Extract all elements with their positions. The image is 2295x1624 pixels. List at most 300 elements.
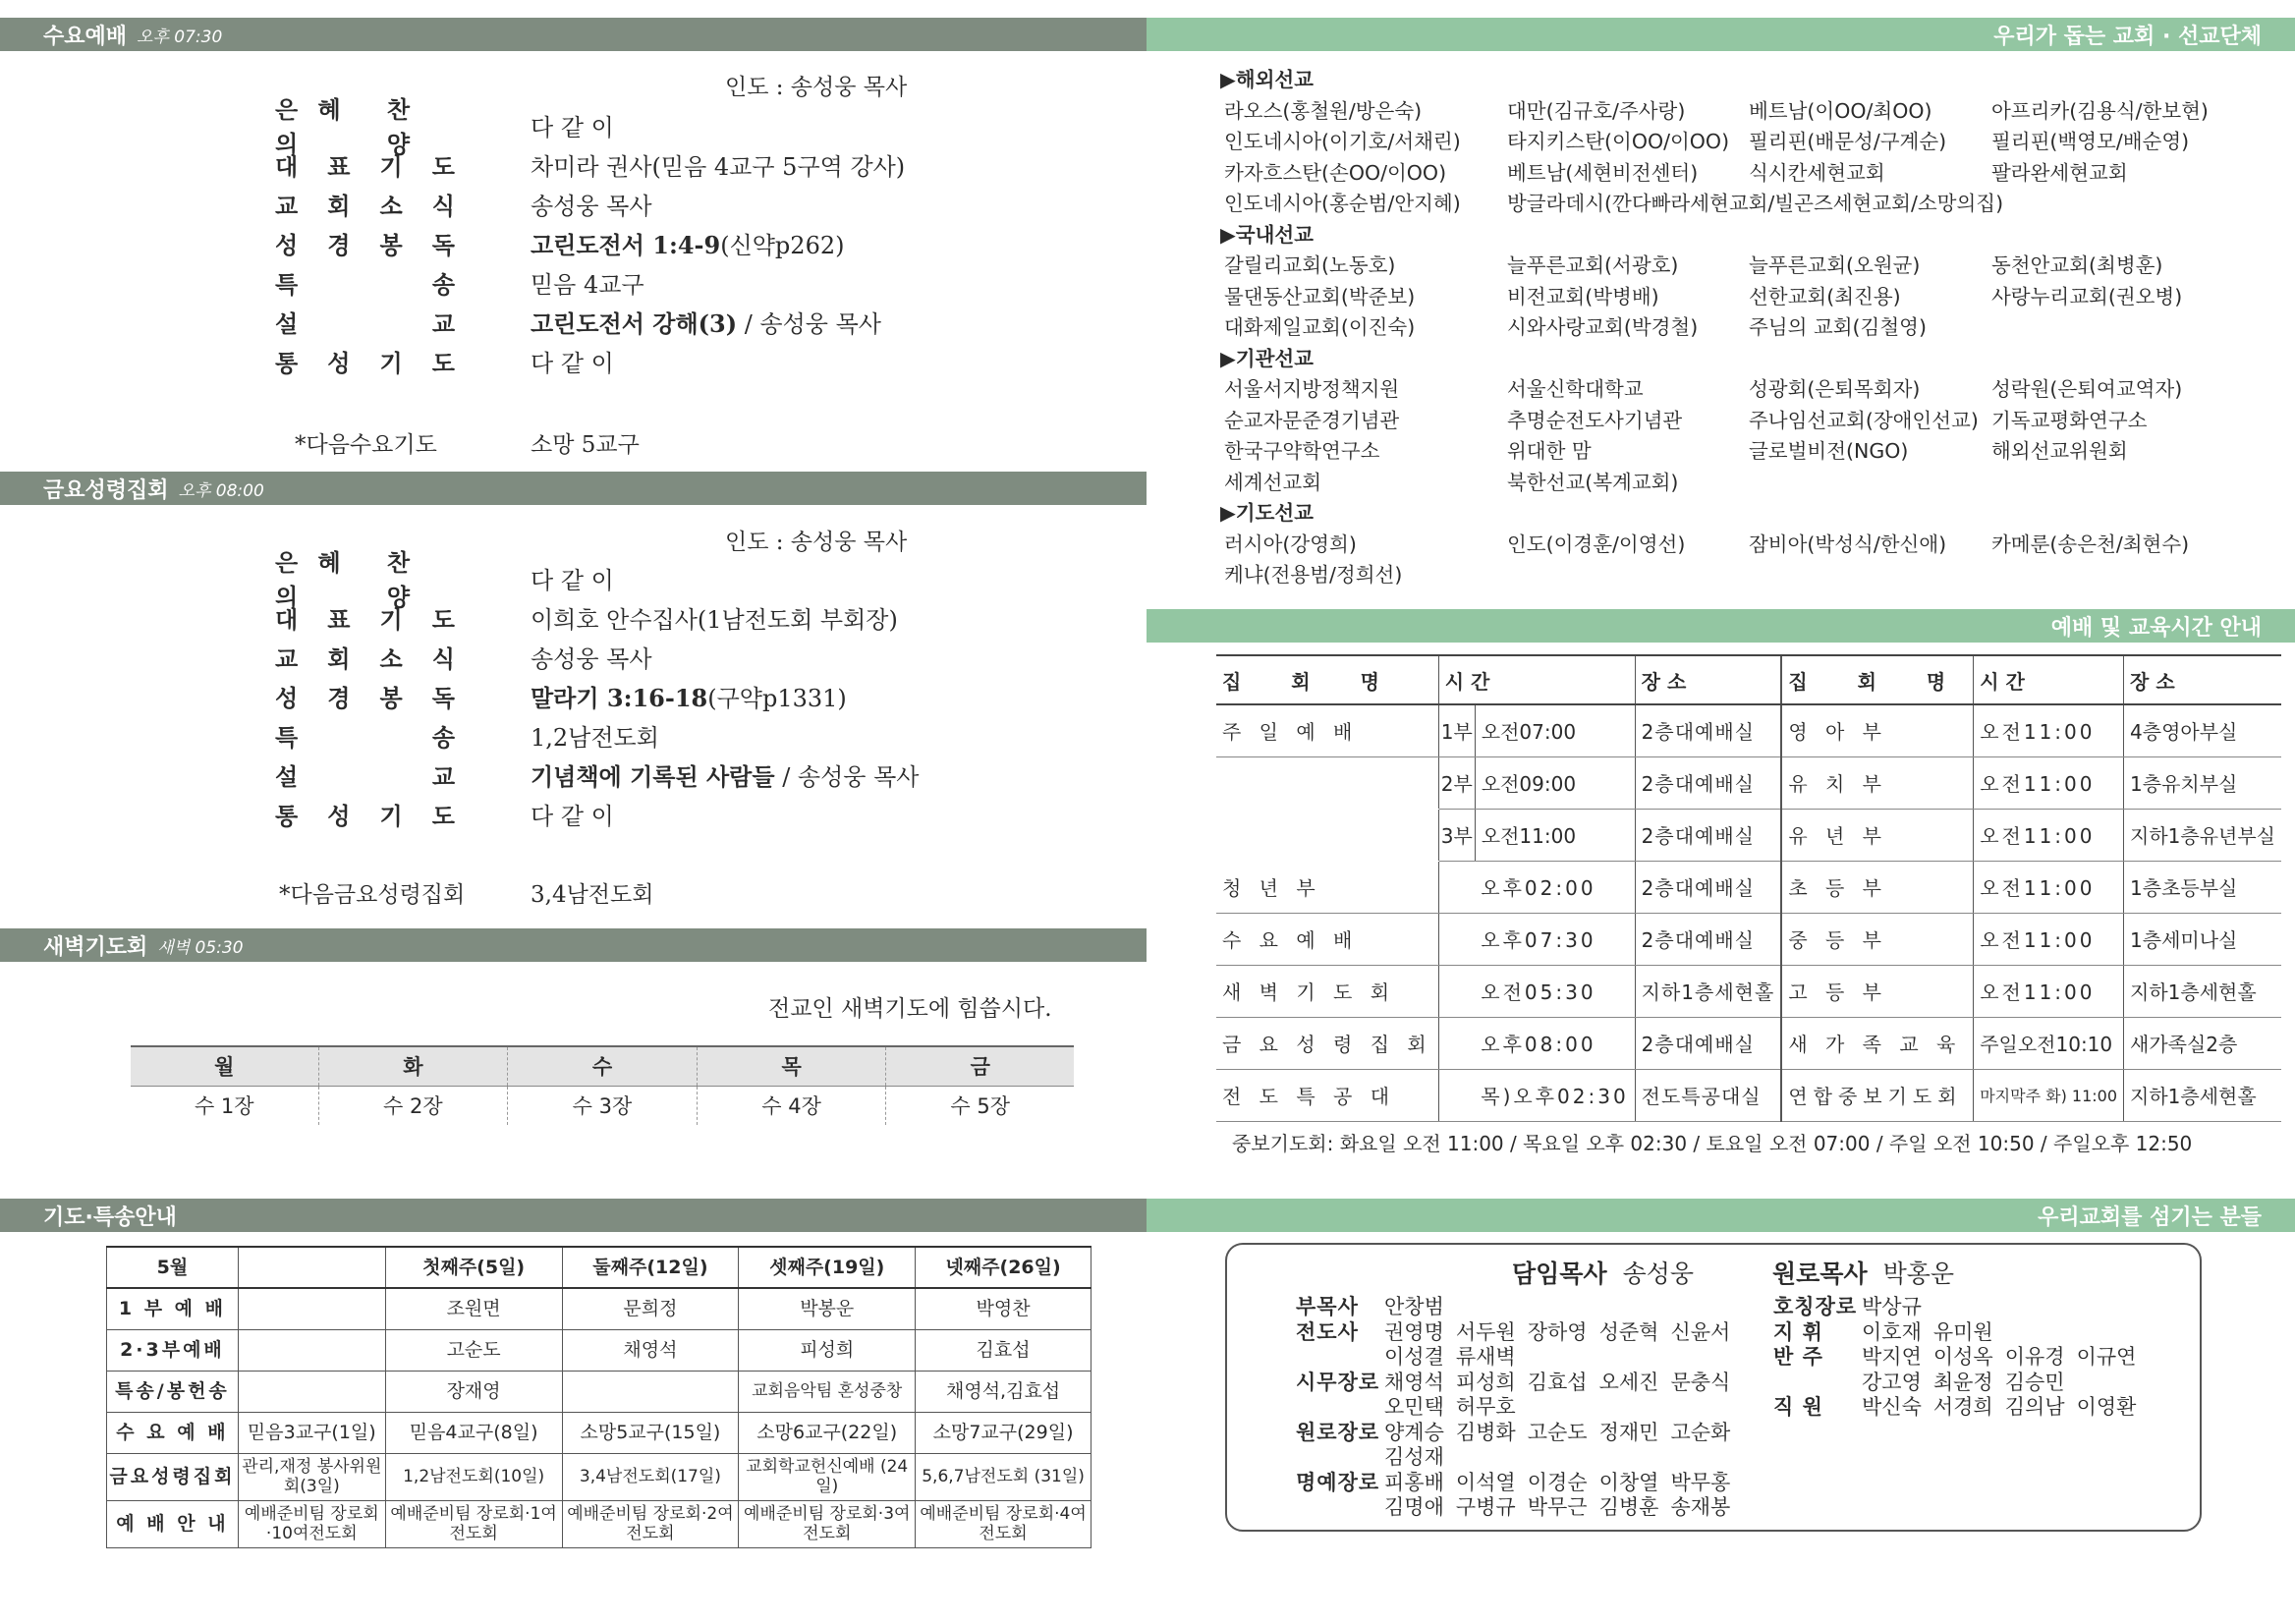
mission-item: 시와사랑교회(박경철) (1507, 315, 1699, 339)
mission-item: 식시칸세현교회 (1749, 160, 1885, 185)
service-value-extra: / 송성웅 목사 (737, 309, 881, 338)
mission-item: 해외선교위원회 (1991, 439, 2128, 463)
staff-name: 오세진 (1598, 1370, 1659, 1394)
service-value (531, 305, 963, 339)
staff-name: 박무근 (1527, 1495, 1588, 1519)
schedule-cell: 오전11:00 (1974, 756, 2124, 809)
service-value (531, 147, 963, 182)
schedule-header-cell: 집 회 명 (1781, 655, 1973, 704)
mission-item: 아프리카(김용식/한보현) (1991, 98, 2209, 123)
service-value (531, 344, 963, 378)
schedule-cell: 새 벽 기 도 회 (1216, 965, 1438, 1017)
service-value-main: 이희호 안수집사(1남전도회 부회장) (531, 605, 898, 634)
special-header-cell: 첫째주(5일) (385, 1247, 562, 1288)
special-header-cell: 둘째주(12일) (562, 1247, 739, 1288)
service-row (275, 262, 963, 302)
schedule-header-cell: 집 회 명 (1216, 655, 1438, 704)
staff-name: 정재민 (1598, 1420, 1659, 1444)
staff-name: 송재봉 (1670, 1495, 1731, 1519)
special-header-cell (238, 1247, 385, 1288)
staff-name: 서두원 (1455, 1319, 1516, 1344)
service-row (275, 95, 963, 158)
service-value-main: 1,2남전도회 (531, 723, 659, 752)
staff-name: 권영명 (1384, 1319, 1444, 1344)
section-time: 오후 07:30 (137, 27, 223, 47)
section-bar-special (0, 1199, 1147, 1232)
special-cell: 채영석,김효섭 (916, 1371, 1092, 1412)
service-row (275, 144, 963, 184)
service-label: 대 표 기 도 (275, 604, 457, 634)
special-cell: 박봉운 (739, 1288, 916, 1329)
special-row (107, 1288, 1092, 1329)
schedule-cell: 오후02:00 (1475, 861, 1635, 913)
mission-item: 사랑누리교회(권오병) (1991, 284, 2183, 308)
staff-box (1225, 1243, 2202, 1532)
staff-name: 김명애 (1384, 1495, 1444, 1519)
staff-name: 양계승 (1384, 1420, 1444, 1444)
service-value-main: 다 같 이 (531, 566, 614, 594)
mission-item: 한국구약학연구소 (1224, 439, 1380, 463)
service-label: 성 경 봉 독 (275, 230, 457, 259)
mission-item: 카자흐스탄(손OO/이OO) (1224, 160, 1447, 185)
day-header: 수 (508, 1046, 698, 1086)
service-value-main: 차미라 권사(믿음 4교구 5구역 강사) (531, 152, 906, 181)
service-label: 성 경 봉 독 (275, 683, 457, 712)
mission-item: 북한선교(복계교회) (1507, 470, 1679, 494)
mission-category: ▶국내선교 (1220, 222, 1314, 247)
special-row-label: 특송/봉헌송 (107, 1371, 239, 1412)
mission-category: ▶기관선교 (1220, 346, 1314, 370)
special-header-cell: 셋째주(19일) (739, 1247, 916, 1288)
schedule-cell: 새가족실2층 (2124, 1017, 2281, 1069)
mission-item: 글로벌비전(NGO) (1749, 439, 1909, 463)
schedule-cell (1438, 861, 1475, 913)
staff-name: 류새벽 (1455, 1345, 1516, 1369)
schedule-cell: 연합중보기도회 (1781, 1069, 1973, 1121)
intercession-footer: 중보기도회: 화요일 오전 11:00 / 목요일 오후 02:30 / 토요일 오전 07:00 / 주일 오전 10:50 / 주일오후 12:50 (1232, 1132, 2193, 1155)
mission-item: 서울서지방정책지원 (1224, 377, 1400, 401)
staff-name: 이영환 (2076, 1395, 2137, 1419)
staff-name: 김병훈 (1598, 1495, 1659, 1519)
staff-names (1862, 1320, 2005, 1344)
schedule-cell: 목)오후02:30 (1475, 1069, 1635, 1121)
service-value (531, 757, 963, 792)
service-value-main: 송성웅 목사 (531, 192, 652, 220)
staff-role: 전도사 (1296, 1319, 1359, 1344)
special-cell (562, 1371, 739, 1412)
service-label: 교 회 소 식 (275, 644, 457, 673)
special-row (107, 1500, 1092, 1547)
special-cell: 믿음3교구(1일) (238, 1412, 385, 1453)
mission-item: 대만(김규호/주사랑) (1507, 98, 1686, 123)
special-cell: 소망5교구(15일) (562, 1412, 739, 1453)
schedule-cell: 2층대예배실 (1635, 1017, 1781, 1069)
service-label: 특 송 (275, 269, 457, 299)
staff-role: 시무장로 (1296, 1370, 1380, 1394)
special-row (107, 1371, 1092, 1412)
mission-item: 주님의 교회(김철영) (1749, 315, 1927, 339)
schedule-cell: 전 도 특 공 대 (1216, 1069, 1438, 1121)
schedule-cell: 유 년 부 (1781, 809, 1973, 861)
mission-item (1749, 468, 1991, 499)
prayer-special-song-table (106, 1246, 1092, 1548)
service-value (531, 797, 963, 831)
schedule-cell (1216, 756, 1438, 809)
special-header-cell: 넷째주(26일) (916, 1247, 1092, 1288)
day-group: 수 4장 (697, 1086, 886, 1125)
schedule-row (1216, 1017, 2281, 1069)
schedule-cell: 2층대예배실 (1635, 704, 1781, 756)
service-value-main: 다 같 이 (531, 113, 614, 141)
emeritus-pastor-name: 박홍운 (1882, 1260, 1955, 1288)
schedule-cell: 주일오전10:10 (1974, 1017, 2124, 1069)
special-cell (238, 1288, 385, 1329)
special-cell: 소망6교구(22일) (739, 1412, 916, 1453)
schedule-cell: 전도특공대실 (1635, 1069, 1781, 1121)
mission-item: 타지키스탄(이OO/이OO) (1507, 130, 1730, 153)
mission-item: 늘푸른교회(오원균) (1749, 253, 1921, 277)
staff-name: 박무홍 (1670, 1470, 1731, 1494)
special-cell: 예배준비팀 장로회·3여전도회 (739, 1500, 916, 1547)
schedule-cell: 4층영아부실 (2124, 704, 2281, 756)
service-row (275, 755, 963, 794)
staff-names (1384, 1371, 1742, 1394)
mission-item: 선한교회(최진용) (1749, 284, 1901, 308)
special-cell: 예배준비팀 장로회·1여전도회 (385, 1500, 562, 1547)
next-prayer-label: *다음수요기도 (295, 432, 437, 458)
service-value-main: 고린도전서 강해(3) (531, 308, 738, 338)
special-cell (238, 1371, 385, 1412)
special-row-label: 수 요 예 배 (107, 1412, 239, 1453)
staff-names (1384, 1345, 1528, 1369)
staff-names (1384, 1320, 1742, 1344)
schedule-cell (1438, 1069, 1475, 1121)
section-time: 오후 08:00 (178, 480, 264, 501)
mission-item: 순교자문준경기념관 (1224, 408, 1400, 432)
special-cell: 채영석 (562, 1329, 739, 1371)
special-cell: 관리,재정 봉사위원회(3일) (238, 1453, 385, 1500)
staff-names (1384, 1421, 1742, 1444)
staff-name: 김의남 (2004, 1395, 2065, 1419)
staff-name: 김승민 (2004, 1370, 2065, 1394)
mission-item: 인도(이경훈/이영선) (1507, 532, 1686, 556)
schedule-row (1216, 756, 2281, 809)
staff-name: 고순화 (1670, 1420, 1731, 1444)
section-title: 우리교회를 섬기는 분들 (2038, 1204, 2262, 1230)
schedule-header-cell: 시 간 (1438, 655, 1635, 704)
leader-text: 인도 : 송성웅 목사 (725, 75, 908, 100)
staff-name: 이유경 (2004, 1345, 2065, 1369)
schedule-cell: 3부 (1438, 809, 1475, 861)
service-value (531, 640, 963, 674)
leader-text: 인도 : 송성웅 목사 (725, 530, 908, 555)
staff-name: 문충식 (1670, 1370, 1731, 1394)
staff-names (1862, 1295, 1933, 1318)
schedule-row (1216, 965, 2281, 1017)
service-label: 대 표 기 도 (275, 151, 457, 181)
special-cell: 문희정 (562, 1288, 739, 1329)
service-value-main: 다 같 이 (531, 349, 614, 377)
mission-category: ▶해외선교 (1220, 68, 1314, 91)
service-label: 교 회 소 식 (275, 191, 457, 220)
schedule-cell: 오전05:30 (1475, 965, 1635, 1017)
section-time: 새벽 05:30 (157, 937, 244, 958)
staff-name: 피홍배 (1384, 1470, 1444, 1494)
special-cell: 김효섭 (916, 1329, 1092, 1371)
special-cell: 교회학교헌신예배 (24일) (739, 1453, 916, 1500)
mission-item: 동천안교회(최병훈) (1991, 253, 2163, 277)
special-cell: 박영찬 (916, 1288, 1092, 1329)
schedule-cell (1438, 965, 1475, 1017)
staff-role: 지 휘 (1773, 1319, 1823, 1344)
mission-list (1220, 65, 2266, 591)
next-prayer-value: 소망 5교구 (531, 432, 640, 458)
mission-item: 대화제일교회(이진숙) (1224, 315, 1416, 339)
mission-item: 베트남(세현비전센터) (1507, 160, 1699, 185)
special-row-label: 2·3부예배 (107, 1329, 239, 1371)
schedule-cell: 오전11:00 (1974, 704, 2124, 756)
schedule-cell: 마지막주 화) 11:00 (1974, 1069, 2124, 1121)
staff-row (1773, 1391, 2148, 1421)
service-row (275, 637, 963, 676)
special-cell (238, 1329, 385, 1371)
service-label: 통 성 기 도 (275, 801, 457, 830)
schedule-row (1216, 704, 2281, 756)
staff-row (1296, 1491, 1742, 1521)
schedule-cell: 오후07:30 (1475, 913, 1635, 965)
day-group: 수 2장 (318, 1086, 508, 1125)
schedule-cell: 2층대예배실 (1635, 756, 1781, 809)
mission-item: 비전교회(박병배) (1507, 284, 1659, 308)
mission-item: 추명순전도사기념관 (1507, 408, 1683, 432)
special-cell: 예배준비팀 장로회·10여전도회 (238, 1500, 385, 1547)
special-cell: 피성희 (739, 1329, 916, 1371)
staff-name: 이성결 (1384, 1345, 1444, 1369)
mission-item: 카메룬(송은천/최현수) (1991, 532, 2190, 556)
next-friday-value: 3,4남전도회 (531, 882, 654, 908)
schedule-cell: 2층대예배실 (1635, 861, 1781, 913)
schedule-row (1216, 809, 2281, 861)
section-bar-friday (0, 472, 1147, 505)
staff-name: 박신숙 (1862, 1395, 1922, 1419)
special-cell: 고순도 (385, 1329, 562, 1371)
staff-name: 이창열 (1598, 1470, 1659, 1494)
staff-name: 성준혁 (1598, 1319, 1659, 1344)
staff-name: 김효섭 (1527, 1370, 1588, 1394)
mission-item: 서울신학대학교 (1507, 377, 1644, 401)
service-value (531, 600, 963, 635)
staff-name: 강고영 (1862, 1370, 1922, 1394)
schedule-cell: 주 일 예 배 (1216, 704, 1438, 756)
staff-names (1862, 1345, 2148, 1369)
schedule-cell: 1층초등부실 (2124, 861, 2281, 913)
mission-item: 인도네시아(이기호/서채린) (1224, 130, 1461, 153)
schedule-cell: 중 등 부 (1781, 913, 1973, 965)
schedule-cell: 지하1층세현홀 (2124, 1069, 2281, 1121)
schedule-cell: 금 요 성 령 집 회 (1216, 1017, 1438, 1069)
staff-role: 부목사 (1296, 1295, 1359, 1318)
schedule-cell: 청 년 부 (1216, 861, 1438, 913)
schedule-cell: 새 가 족 교 육 (1781, 1017, 1973, 1069)
section-bar-wednesday (0, 18, 1147, 51)
schedule-cell (1216, 809, 1438, 861)
schedule-cell: 오전11:00 (1974, 965, 2124, 1017)
mission-item (1991, 560, 2266, 591)
mission-item: 필리핀(배문성/구계순) (1749, 130, 1947, 153)
section-bar-mission (1147, 18, 2295, 51)
mission-item: 성락원(은퇴여교역자) (1991, 377, 2183, 401)
section-title: 우리가 돕는 교회 · 선교단체 (1993, 24, 2262, 49)
service-value-main: 다 같 이 (531, 802, 614, 830)
staff-name: 박상규 (1862, 1295, 1922, 1318)
schedule-cell (1438, 1017, 1475, 1069)
schedule-cell: 오전11:00 (1974, 861, 2124, 913)
special-cell: 예배준비팀 장로회·2여전도회 (562, 1500, 739, 1547)
staff-name: 안창범 (1384, 1295, 1444, 1318)
schedule-cell: 유 치 부 (1781, 756, 1973, 809)
section-title: 예배 및 교육시간 안내 (2050, 615, 2262, 641)
service-value (531, 108, 963, 142)
mission-item: 라오스(홍철원/방은숙) (1224, 98, 1423, 123)
senior-pastor-label: 담임목사 (1512, 1260, 1607, 1288)
special-header-cell: 5월 (107, 1247, 239, 1288)
staff-name: 이규연 (2076, 1345, 2137, 1369)
staff-names (1384, 1395, 1528, 1419)
mission-item: 성광회(은퇴목회자) (1749, 377, 1921, 401)
service-value (531, 679, 963, 713)
staff-name: 장하영 (1527, 1319, 1588, 1344)
staff-role: 반 주 (1773, 1345, 1823, 1369)
mission-item (1991, 468, 2266, 499)
day-group: 수 1장 (131, 1086, 318, 1125)
section-title: 수요예배 (43, 24, 128, 49)
staff-name: 피성희 (1455, 1370, 1516, 1394)
emeritus-pastor-label: 원로목사 (1772, 1260, 1868, 1288)
staff-name: 고순도 (1527, 1420, 1588, 1444)
staff-name: 김성재 (1384, 1445, 1444, 1469)
service-row (275, 794, 963, 833)
staff-names (1384, 1445, 1456, 1469)
mission-item: 위대한 맘 (1507, 439, 1592, 463)
schedule-cell: 2부 (1438, 756, 1475, 809)
day-header: 화 (318, 1046, 508, 1086)
staff-name: 오민택 (1384, 1395, 1444, 1419)
schedule-row (1216, 1069, 2281, 1121)
mission-item: 러시아(강영희) (1224, 532, 1357, 556)
staff-role: 호칭장로 (1773, 1295, 1858, 1318)
special-row (107, 1412, 1092, 1453)
mission-category: ▶기도선교 (1220, 501, 1314, 525)
schedule-cell: 초 등 부 (1781, 861, 1973, 913)
staff-name: 이석열 (1455, 1470, 1516, 1494)
service-value-main: 고린도전서 1:4-9 (531, 230, 721, 259)
section-title: 금요성령집회 (43, 477, 169, 503)
day-header: 목 (697, 1046, 886, 1086)
service-value-main: 말라기 3:16-18 (531, 683, 708, 712)
schedule-cell: 지하1층세현홀 (2124, 965, 2281, 1017)
section-bar-schedule (1147, 609, 2295, 643)
staff-name: 허무호 (1455, 1395, 1516, 1419)
staff-name: 유미원 (1932, 1319, 1993, 1344)
senior-pastor-name: 송성웅 (1622, 1260, 1695, 1288)
staff-name: 서경희 (1932, 1395, 1993, 1419)
schedule-cell: 고 등 부 (1781, 965, 1973, 1017)
mission-item: 세계선교회 (1224, 470, 1322, 494)
day-header: 월 (131, 1046, 318, 1086)
schedule-cell (1438, 913, 1475, 965)
special-row-label: 금요성령집회 (107, 1453, 239, 1500)
schedule-cell: 오전07:00 (1475, 704, 1635, 756)
mission-item (1991, 312, 2266, 344)
service-label: 은 혜 의 찬 양 (275, 95, 416, 158)
schedule-header-cell: 시 간 (1974, 655, 2124, 704)
staff-name: 구병규 (1455, 1495, 1516, 1519)
mission-item: 잠비아(박성식/한신애) (1749, 532, 1947, 556)
service-label: 설 교 (275, 761, 457, 791)
mission-item: 팔라완세현교회 (1991, 160, 2128, 185)
order-of-service-friday (275, 548, 963, 833)
special-cell: 1,2남전도회(10일) (385, 1453, 562, 1500)
staff-name: 이경순 (1527, 1470, 1588, 1494)
staff-names (1384, 1471, 1742, 1494)
service-row (275, 548, 963, 611)
schedule-table (1216, 654, 2281, 1122)
mission-item (1749, 560, 1991, 591)
special-cell: 3,4남전도회(17일) (562, 1453, 739, 1500)
day-header: 금 (886, 1046, 1074, 1086)
special-cell: 장재영 (385, 1371, 562, 1412)
special-row-label: 1 부 예 배 (107, 1288, 239, 1329)
service-row (275, 341, 963, 380)
mission-item: 기독교평화연구소 (1991, 408, 2148, 432)
special-row (107, 1329, 1092, 1371)
staff-names (1862, 1371, 2077, 1394)
service-value-main: 기념책에 기록된 사람들 (531, 761, 775, 791)
service-value-extra: (구약p1331) (707, 684, 847, 712)
schedule-header-cell: 장 소 (2124, 655, 2281, 704)
schedule-header-cell: 장 소 (1635, 655, 1781, 704)
mission-item: 인도네시아(홍순범/안지혜) (1224, 192, 1461, 215)
schedule-cell: 지하1층유년부실 (2124, 809, 2281, 861)
service-value-extra: (신약p262) (720, 231, 845, 259)
schedule-cell: 오전11:00 (1974, 809, 2124, 861)
staff-name: 이호재 (1862, 1319, 1922, 1344)
service-row (275, 715, 963, 755)
schedule-row (1216, 913, 2281, 965)
service-label: 은 혜 의 찬 양 (275, 548, 416, 611)
service-row (275, 302, 963, 341)
staff-names (1862, 1395, 2148, 1419)
staff-role: 직 원 (1773, 1395, 1823, 1419)
service-value (531, 187, 963, 221)
service-value (531, 561, 963, 595)
service-row (275, 597, 963, 637)
mission-item: 갈릴리교회(노동호) (1224, 253, 1396, 277)
staff-name: 채영석 (1384, 1370, 1444, 1394)
mission-item: 필리핀(백영모/배순영) (1991, 130, 2190, 153)
schedule-cell: 오전09:00 (1475, 756, 1635, 809)
staff-role: 원로장로 (1296, 1420, 1380, 1444)
mission-item: 베트남(이OO/최OO) (1749, 98, 1932, 123)
special-cell: 조원면 (385, 1288, 562, 1329)
staff-name: 이성옥 (1932, 1345, 1993, 1369)
service-value (531, 226, 963, 260)
staff-name: 신윤서 (1670, 1319, 1731, 1344)
staff-role: 명예장로 (1296, 1470, 1380, 1494)
staff-names (1384, 1295, 1456, 1318)
section-bar-dawn (0, 928, 1147, 962)
schedule-cell: 1층유치부실 (2124, 756, 2281, 809)
